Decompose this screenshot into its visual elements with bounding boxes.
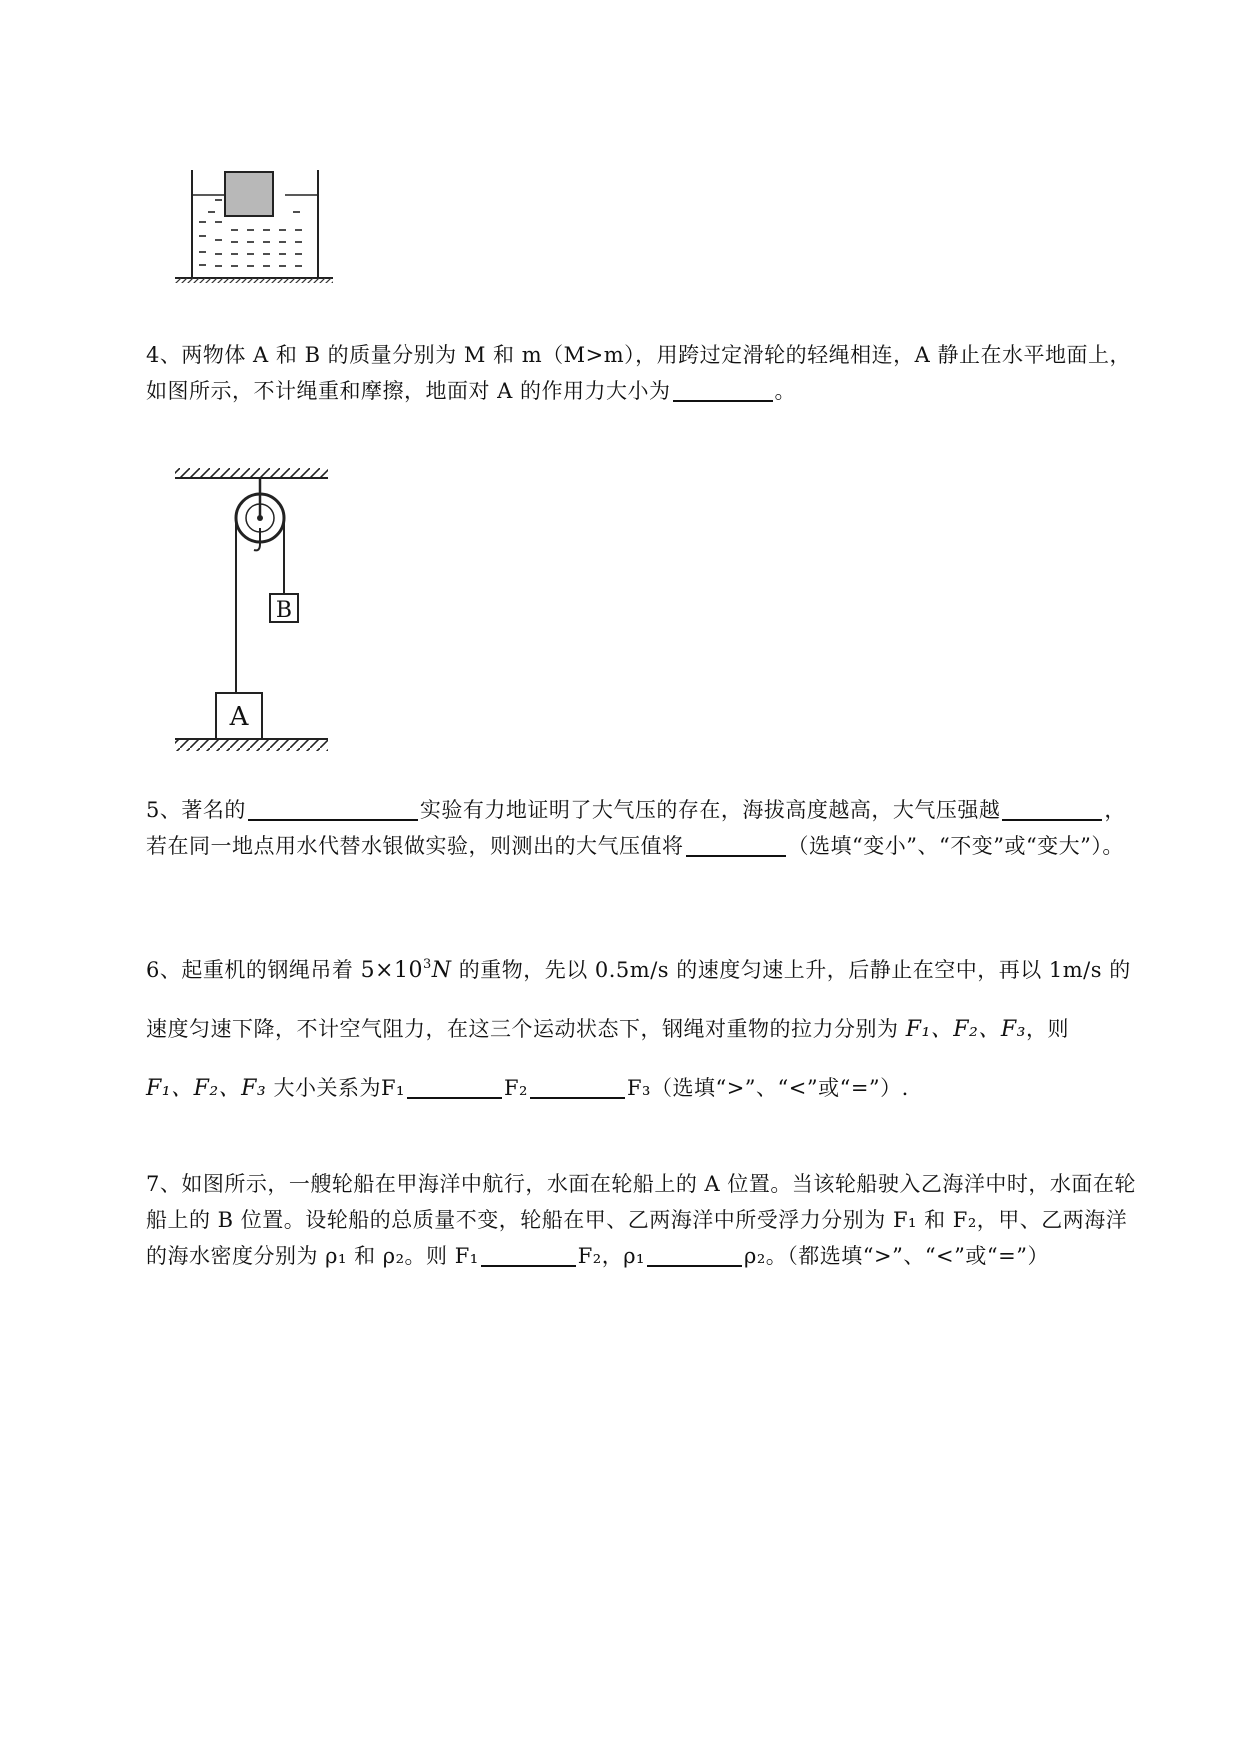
question-text: 两物体 A 和 B 的质量分别为 M 和 m（M>m），用跨过定滑轮的轻绳相连，A 静止在水平地面上，如图所示，不计绳重和摩擦，地面对 A 的作用力大小为 <box>146 343 1131 403</box>
answer-blank-density[interactable] <box>647 1243 742 1267</box>
weight-expression: $5\times 10^3N$ <box>360 957 452 983</box>
answer-blank-pressure[interactable] <box>1002 797 1102 821</box>
ground-hatch <box>175 278 333 283</box>
forces-list-2: F₁、F₂、F₃ <box>146 1076 267 1101</box>
container-figure <box>175 170 335 285</box>
question-6: 6、起重机的钢绳吊着 $5\times 10^3N$ 的重物，先以 0.5m/s 的速度匀速上升，后静止在空中，再以 1m/s 的速度匀速下降，不计空气阻力，在这三个运动状态下，钢绳对重物的拉力分别为 F₁、F₂、F₃，则 F₁、F₂、F₃ 大小关系为F₁ F₂ F₃（选填“>”、“<”或“=”）. <box>146 957 1131 1101</box>
floor-hatch <box>175 739 328 751</box>
question-number: 7、 <box>146 1172 182 1196</box>
pulley-figure <box>170 468 340 758</box>
answer-blank-experiment[interactable] <box>248 797 418 821</box>
forces-list: F₁、F₂、F₃ <box>905 1017 1026 1042</box>
question-number: 6、 <box>146 958 182 982</box>
question-5: 5、著名的 实验有力地证明了大气压的存在，海拔高度越高，大气压强越 ，若在同一地点用水代替水银做实验，则测出的大气压值将 （选填“变小”、“不变”或“变大”）。 <box>146 798 1126 858</box>
block-b-label: B <box>275 598 293 623</box>
answer-blank-f1-f2[interactable] <box>407 1075 502 1099</box>
question-number: 4、 <box>146 343 182 367</box>
answer-blank-value[interactable] <box>686 833 786 857</box>
answer-blank[interactable] <box>673 378 773 402</box>
question-7: 7、如图所示，一艘轮船在甲海洋中航行，水面在轮船上的 A 位置。当该轮船驶入乙海洋中时，水面在轮船上的 B 位置。设轮船的总质量不变，轮船在甲、乙两海洋中所受浮力分别为 F₁ 和 F₂，甲、乙两海洋的海水密度分别为 ρ₁ 和 ρ₂。则 F₁ F₂，ρ₁ ρ₂。（都选填“>”、“<”或“=”） <box>146 1172 1136 1268</box>
answer-blank-force[interactable] <box>481 1243 576 1267</box>
answer-blank-f2-f3[interactable] <box>530 1075 625 1099</box>
block-a-label: A <box>229 702 249 732</box>
question-number: 5、 <box>146 798 182 822</box>
ceiling-hatch <box>175 468 328 478</box>
question-4: 4、两物体 A 和 B 的质量分别为 M 和 m（M>m），用跨过定滑轮的轻绳相连，A 静止在水平地面上，如图所示，不计绳重和摩擦，地面对 A 的作用力大小为 。 <box>146 343 1131 403</box>
floating-block <box>225 172 273 216</box>
